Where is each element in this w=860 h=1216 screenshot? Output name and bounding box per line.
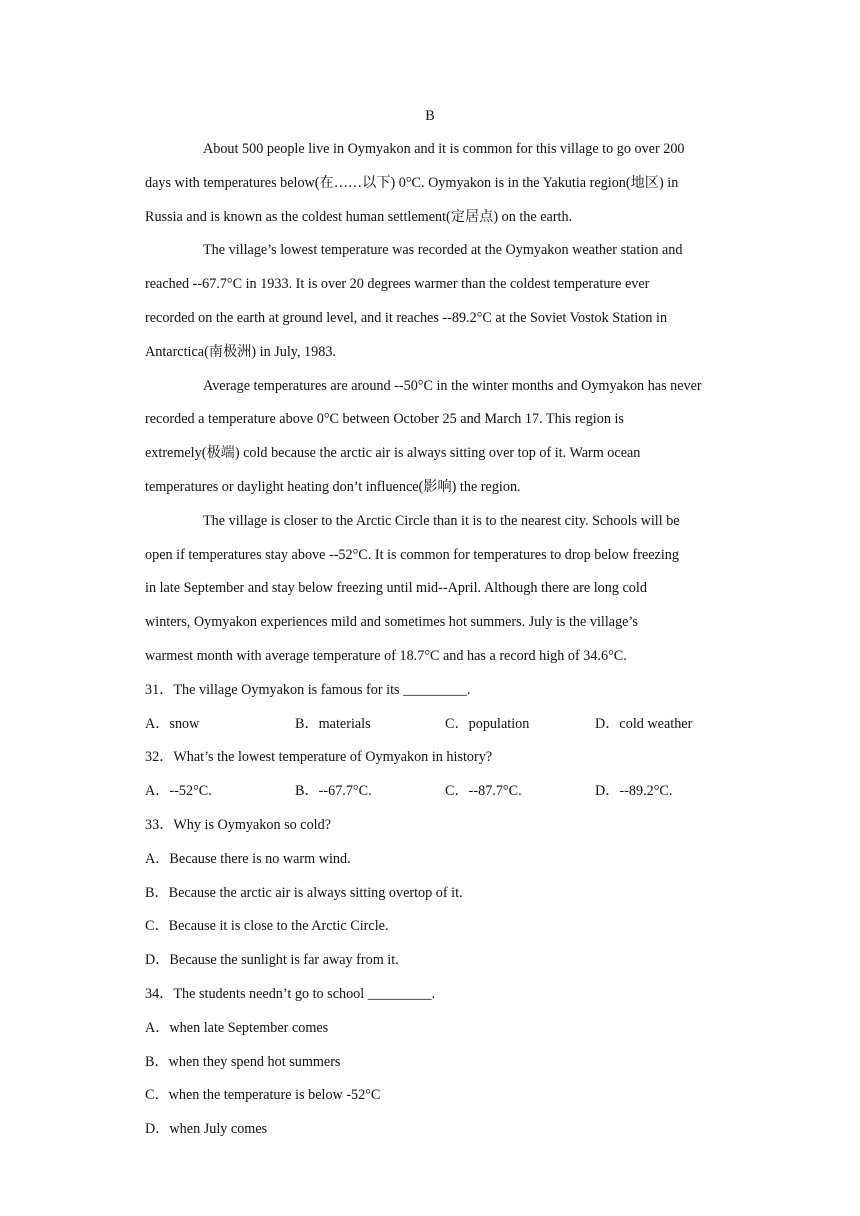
options-row — [145, 708, 717, 742]
paragraph-line: The village’s lowest temperature was recorded at the Oymyakon weather station and — [203, 242, 683, 259]
answer-option: B．when they spend hot summers — [145, 1053, 341, 1070]
question-stem: 33．Why is Oymyakon so cold? — [145, 816, 331, 833]
answer-option: A．Because there is no warm wind. — [145, 850, 351, 867]
answer-option: B．Because the arctic air is always sitting overtop of it. — [145, 884, 463, 901]
paragraph-line: extremely(极端) cold because the arctic air is always sitting over top of it. Warm ocean — [145, 445, 641, 462]
answer-option: D．--89.2°C. — [595, 783, 673, 800]
paragraph-line: winters, Oymyakon experiences mild and sometimes hot summers. July is the village’s — [145, 614, 638, 631]
paragraph-line: Russia and is known as the coldest human settlement(定居点) on the earth. — [145, 208, 573, 225]
answer-option: C．--87.7°C. — [445, 783, 522, 800]
options-row — [145, 775, 717, 809]
paragraph-line: recorded on the earth at ground level, and it reaches --89.2°C at the Soviet Vostok Station in — [145, 309, 668, 326]
question-stem: 34．The students needn’t go to school _________. — [145, 985, 436, 1002]
section-letter: B — [425, 108, 435, 124]
answer-option: C．population — [445, 715, 530, 732]
paragraph-line: days with temperatures below(在……以下) 0°C. Oymyakon is in the Yakutia region(地区) in — [145, 174, 679, 191]
answer-option: B．--67.7°C. — [295, 783, 372, 800]
passage-paragraph — [145, 133, 717, 234]
passage — [145, 133, 717, 674]
question-34 — [145, 978, 717, 1147]
answer-option: C．when the temperature is below -52°C — [145, 1087, 381, 1104]
paragraph-line: warmest month with average temperature of 18.7°C and has a record high of 34.6°C. — [145, 647, 627, 664]
paragraph-line: open if temperatures stay above --52°C. It is common for temperatures to drop below freezing — [145, 546, 679, 563]
answer-option: D．Because the sunlight is far away from it. — [145, 952, 399, 969]
answer-option: C．Because it is close to the Arctic Circle. — [145, 918, 389, 935]
paragraph-line: Antarctica(南极洲) in July, 1983. — [145, 343, 336, 360]
question-list — [145, 674, 717, 1147]
question-33 — [145, 809, 717, 978]
paragraph-line: reached --67.7°C in 1933. It is over 20 degrees warmer than the coldest temperature ever — [145, 276, 650, 293]
question-stem: 32．What’s the lowest temperature of Oymyakon in history? — [145, 749, 493, 766]
paragraph-line: temperatures or daylight heating don’t influence(影响) the region. — [145, 478, 521, 495]
paragraph-line: Average temperatures are around --50°C in the winter months and Oymyakon has never — [203, 377, 702, 394]
answer-option: D．when July comes — [145, 1121, 268, 1138]
question-32 — [145, 741, 717, 809]
answer-option: A．--52°C. — [145, 783, 212, 800]
paragraph-line: About 500 people live in Oymyakon and it is common for this village to go over 200 — [203, 141, 685, 157]
reading-content — [145, 133, 717, 1147]
passage-paragraph — [145, 370, 717, 505]
paragraph-line: recorded a temperature above 0°C between October 25 and March 17. This region is — [145, 411, 624, 428]
answer-option: B．materials — [295, 715, 371, 732]
answer-option: A．snow — [145, 715, 200, 732]
question-31 — [145, 674, 717, 742]
passage-paragraph — [145, 505, 717, 674]
answer-option: D．cold weather — [595, 715, 693, 732]
paragraph-line: in late September and stay below freezing until mid--April. Although there are long cold — [145, 580, 647, 597]
passage-paragraph — [145, 234, 717, 369]
answer-option: A．when late September comes — [145, 1019, 329, 1036]
paragraph-line: The village is closer to the Arctic Circle than it is to the nearest city. Schools will be — [203, 512, 680, 529]
question-stem: 31．The village Oymyakon is famous for its _________. — [145, 681, 471, 698]
